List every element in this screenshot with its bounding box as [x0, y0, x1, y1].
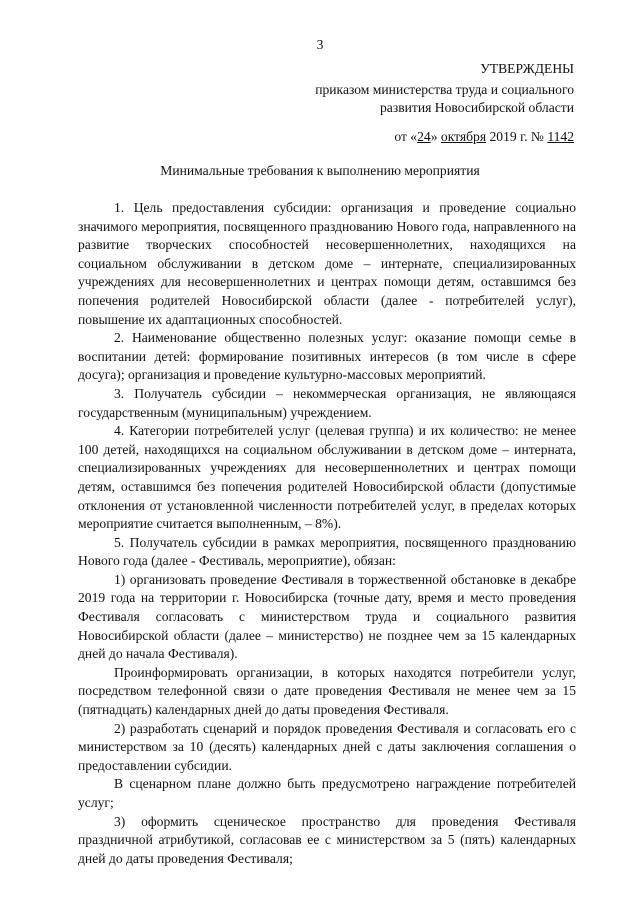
date-day: 24	[417, 129, 431, 144]
approval-heading: УТВЕРЖДЕНЫ	[480, 61, 574, 76]
paragraph-3: 3. Получатель субсидии – некоммерческая организация, не являющаяся государственным (муниципальным) учреждением.	[78, 385, 576, 420]
date-prefix: от «	[394, 129, 418, 144]
paragraph-5: 5. Получатель субсидии в рамках мероприятия, посвященного празднованию Нового года (далее - Фестиваль, мероприятие), обязан:	[78, 534, 576, 569]
date-year: 2019 г. №	[486, 129, 548, 144]
page-number: 3	[316, 37, 324, 52]
approval-line-2: приказом министерства труда и социального	[315, 82, 574, 97]
paragraph-5-2: 2) разработать сценарий и порядок проведения Фестиваля и согласовать его с министерством за 10 (десять) календарных дней с даты заключения соглашения о предоставлении субсидии.	[78, 720, 576, 773]
approval-date-line	[394, 128, 574, 147]
document-body	[78, 199, 576, 868]
order-number: 1142	[547, 129, 574, 144]
document-title: Минимальные требования к выполнению мероприятия	[160, 163, 480, 178]
paragraph-1: 1. Цель предоставления субсидии: организация и проведение социально значимого мероприятия, посвященного празднованию Нового года, направленного на развитие творческих способностей несовершеннолетних, находящихся на социальном обслуживании в детском доме – интернате, специализированных учреждениях для несовершеннолетних и центрах помощи детям, оставшимся без попечения родителей Новосибирской области (далее - потребителей услуг), повышение их адаптационных способностей.	[78, 200, 576, 327]
paragraph-4: 4. Категории потребителей услуг (целевая группа) и их количество: не менее 100 детей, находящихся на социальном обслуживании в детском доме – интерната, специализированных учреждениях для несовершеннолетних и центрах помощи детям, оставшимся без попечения родителей Новосибирской области (допустимые отклонения от установленной численности потребителей услуг, в пределах которых мероприятие считается выполненным, – 8%).	[78, 423, 576, 532]
approval-line-3: развития Новосибирской области	[380, 100, 574, 115]
paragraph-5-1: 1) организовать проведение Фестиваля в торжественной обстановке в декабре 2019 года на территории г. Новосибирска (точные дату, время и место проведения Фестиваля согласовать с министерством труда и социального развития Новосибирской области (далее – министерство) не позднее чем за 15 календарных дней до начала Фестиваля).	[78, 571, 576, 662]
paragraph-inform: Проинформировать организации, в которых находятся потребители услуг, посредством телефонной связи о дате проведения Фестиваля не менее чем за 15 (пятнадцать) календарных дней до даты проведения Фестиваля.	[78, 664, 576, 718]
paragraph-5-3: 3) оформить сценическое пространство для проведения Фестиваля праздничной атрибутикой, согласовав ее с министерством за 5 (пять) календарных дней до даты проведения Фестиваля;	[78, 813, 576, 866]
paragraph-2: 2. Наименование общественно полезных услуг: оказание помощи семье в воспитании детей: формирование позитивных интересов (в том числе в сфере досуга); организация и проведение культурно-массовых мероприятий.	[78, 330, 576, 383]
date-month: октября	[440, 129, 487, 144]
date-close: »	[430, 129, 441, 144]
paragraph-scenario: В сценарном плане должно быть предусмотрено награждение потребителей услуг;	[78, 776, 576, 810]
